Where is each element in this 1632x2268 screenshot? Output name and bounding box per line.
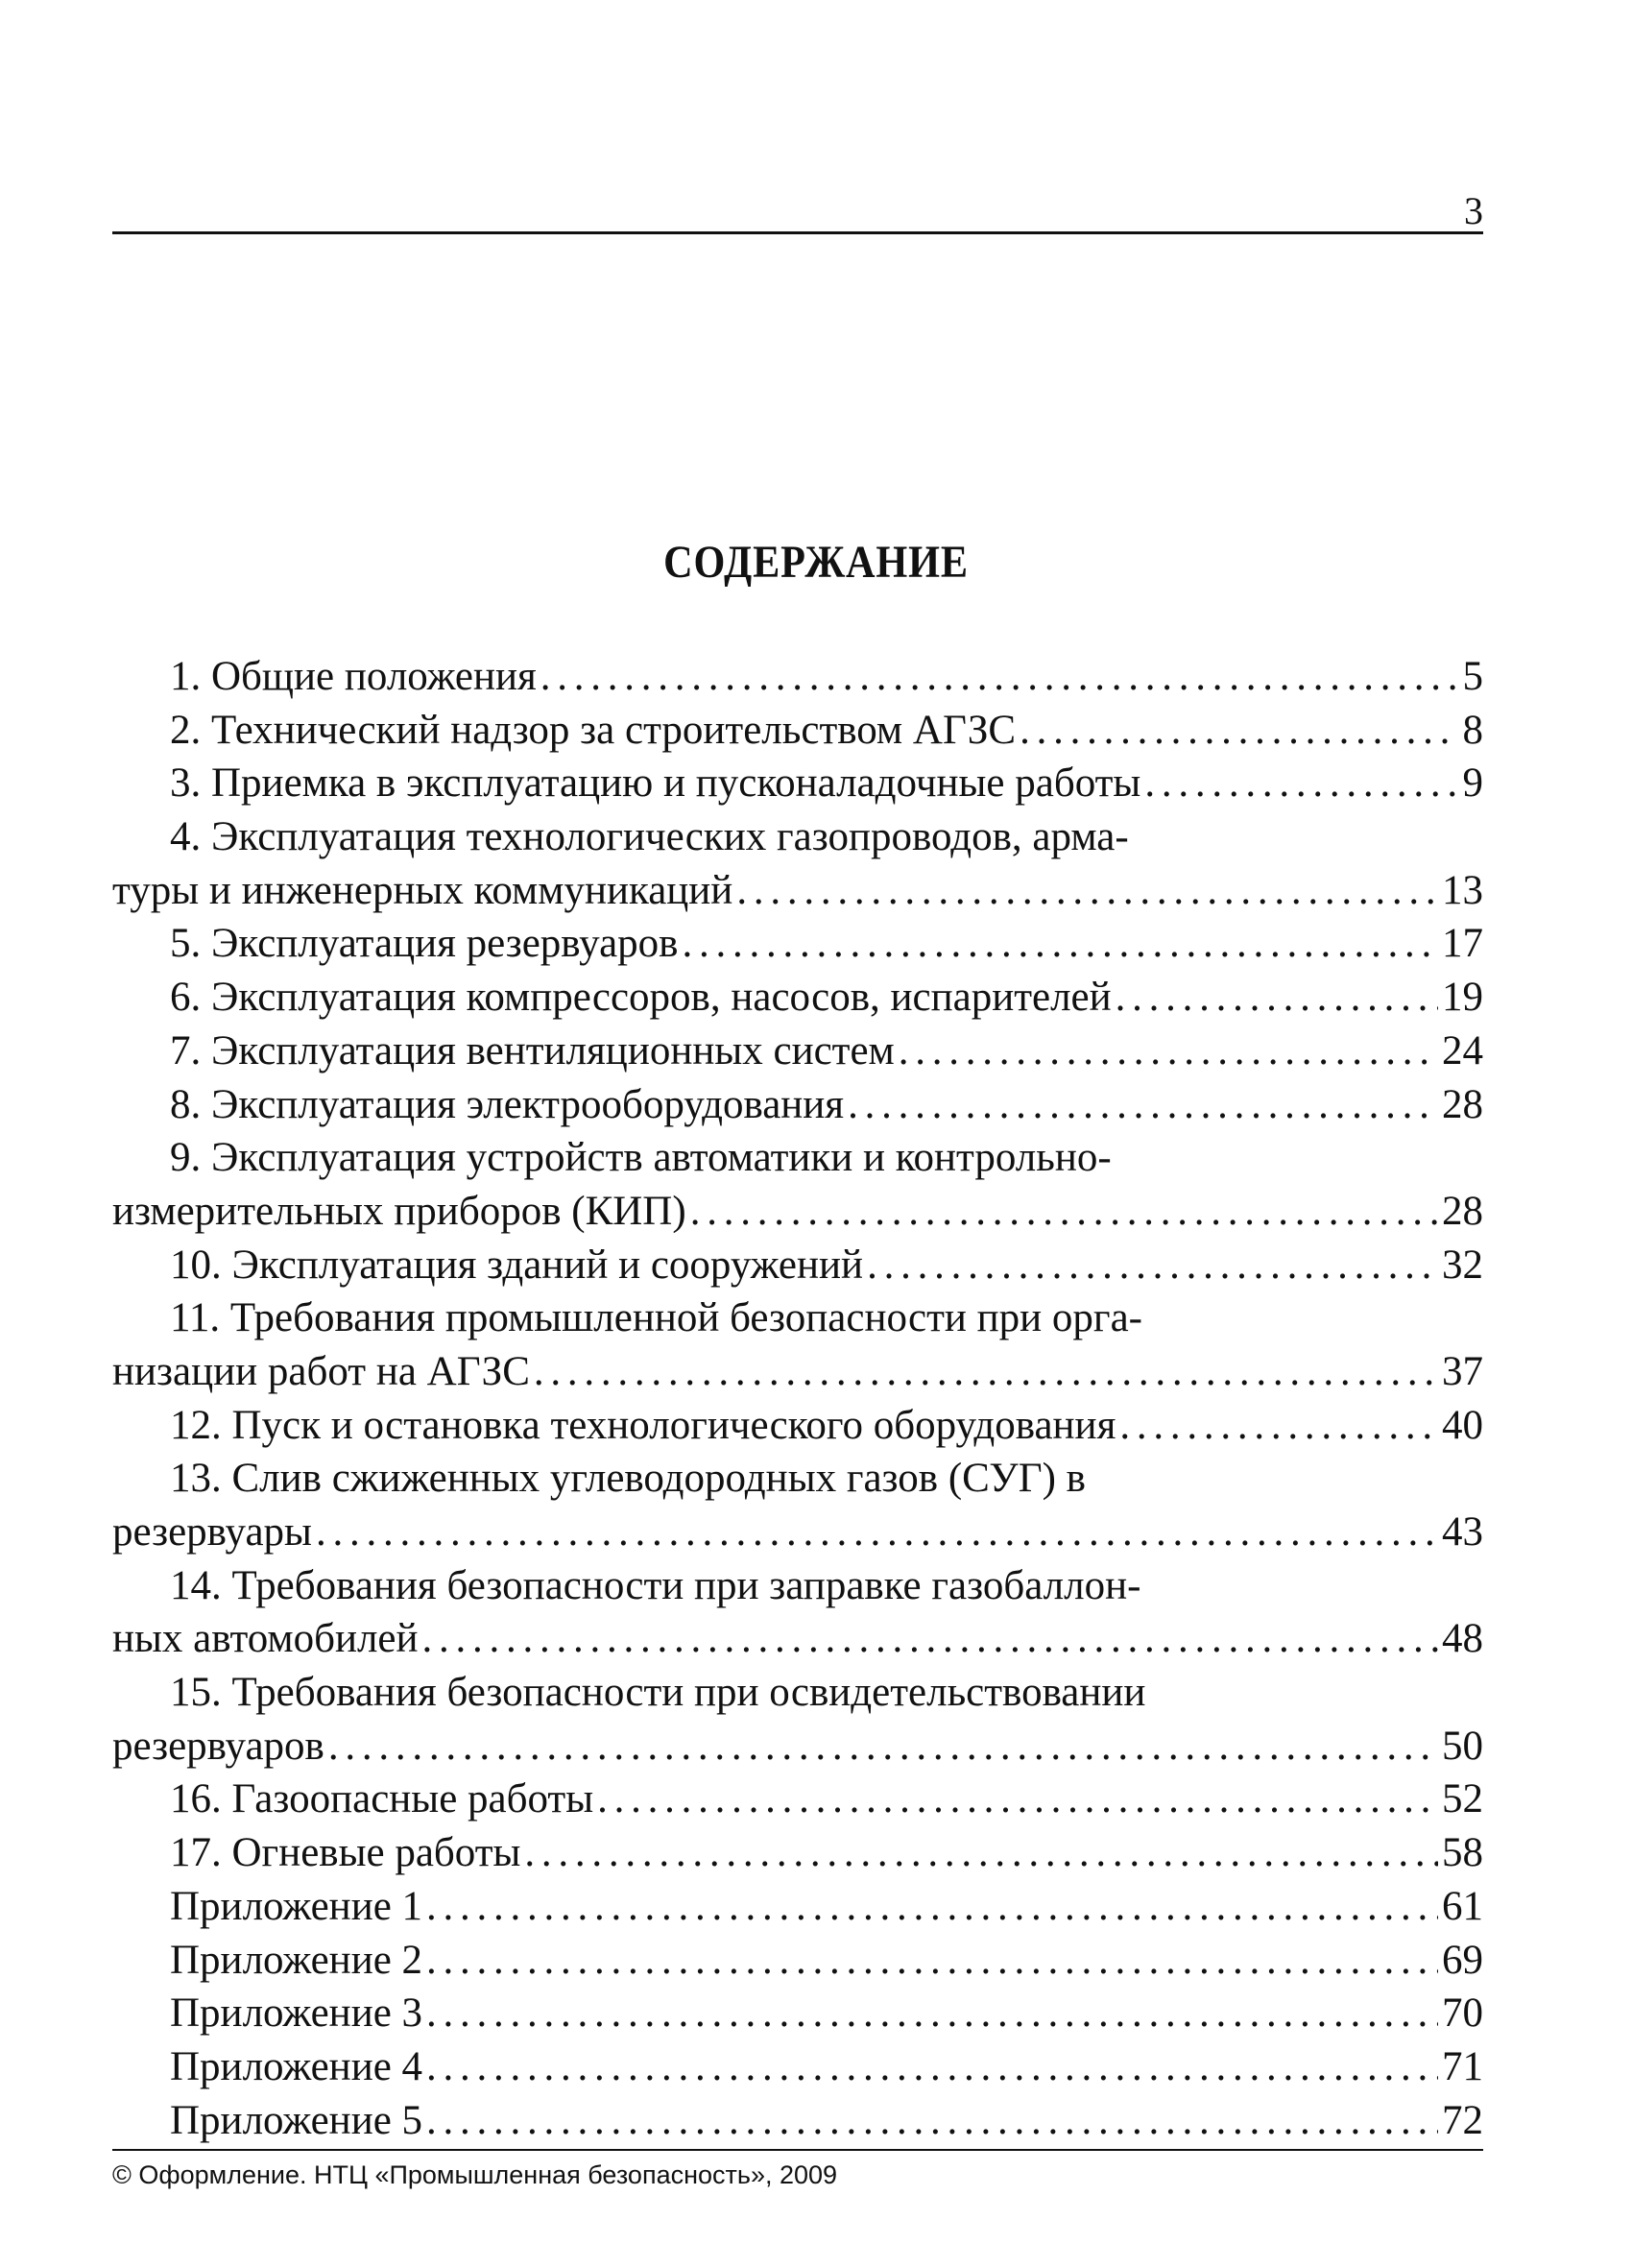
toc-entry-page: 72 bbox=[1442, 2097, 1483, 2143]
toc-entry-title: 3. Приемка в эксплуатацию и пусконаладочные работы bbox=[170, 760, 1141, 807]
toc-entry[interactable] bbox=[112, 920, 1483, 974]
toc-entry-page: 24 bbox=[1442, 1027, 1483, 1074]
toc-entry-title: резервуаров bbox=[112, 1723, 324, 1769]
toc-entry[interactable] bbox=[112, 653, 1483, 707]
toc-entry-title: 13. Слив сжиженных углеводородных газов (СУГ) в bbox=[170, 1456, 1086, 1502]
toc-entry-page: 13 bbox=[1442, 867, 1483, 913]
toc-entry[interactable] bbox=[112, 707, 1483, 760]
toc-entry-page: 8 bbox=[1462, 707, 1483, 753]
toc-entry-page: 52 bbox=[1442, 1776, 1483, 1822]
toc-leader-dots bbox=[426, 1937, 1438, 1984]
toc-entry-title: Приложение 5 bbox=[170, 2097, 423, 2143]
toc-entry-title: туры и инженерных коммуникаций bbox=[112, 867, 733, 913]
toc-entry-title: 7. Эксплуатация вентиляционных систем bbox=[170, 1027, 895, 1074]
toc-entry-page: 32 bbox=[1442, 1242, 1483, 1288]
toc-entry[interactable] bbox=[112, 1723, 1483, 1776]
toc-entry-title: 6. Эксплуатация компрессоров, насосов, испарителей bbox=[170, 975, 1112, 1021]
toc-entry-page: 48 bbox=[1442, 1616, 1483, 1662]
toc-entry-title: 1. Общие положения bbox=[170, 654, 537, 699]
toc-leader-dots bbox=[848, 1081, 1438, 1128]
toc-entry[interactable] bbox=[112, 1562, 1483, 1616]
toc-entry[interactable] bbox=[112, 1294, 1483, 1348]
toc-entry-title: 9. Эксплуатация устройств автоматики и контрольно- bbox=[170, 1135, 1112, 1181]
toc-entry[interactable] bbox=[112, 1990, 1483, 2043]
toc-entry[interactable] bbox=[112, 1455, 1483, 1508]
toc-leader-dots bbox=[597, 1775, 1438, 1822]
toc-entry[interactable] bbox=[112, 1615, 1483, 1669]
toc-entry-page: 9 bbox=[1462, 760, 1483, 807]
toc-leader-dots bbox=[328, 1723, 1438, 1770]
toc-entry-title: 2. Технический надзор за строительством АГЗС bbox=[170, 707, 1017, 753]
toc-entry[interactable] bbox=[112, 867, 1483, 921]
header-rule bbox=[112, 231, 1483, 234]
copyright-footer: © Оформление. НТЦ «Промышленная безопасность», 2009 bbox=[112, 2160, 838, 2189]
toc-leader-dots bbox=[534, 1348, 1438, 1395]
toc-entry[interactable] bbox=[112, 1027, 1483, 1081]
toc-entry-title: Приложение 1 bbox=[170, 1883, 423, 1929]
toc-entry[interactable] bbox=[112, 1829, 1483, 1883]
page-number: 3 bbox=[1464, 189, 1483, 232]
toc-entry-page: 19 bbox=[1442, 975, 1483, 1021]
toc-entry[interactable] bbox=[112, 1937, 1483, 1991]
toc-leader-dots bbox=[867, 1242, 1438, 1289]
toc-leader-dots bbox=[422, 1615, 1438, 1662]
toc-entry-page: 17 bbox=[1442, 921, 1483, 967]
toc-entry[interactable] bbox=[112, 1081, 1483, 1135]
toc-entry-page: 50 bbox=[1442, 1723, 1483, 1769]
toc-entry-title: резервуары bbox=[112, 1509, 312, 1555]
toc-leader-dots bbox=[540, 653, 1459, 700]
toc-entry[interactable] bbox=[112, 1188, 1483, 1242]
toc-leader-dots bbox=[426, 2097, 1438, 2144]
toc-entry[interactable] bbox=[112, 2097, 1483, 2151]
toc-leader-dots bbox=[524, 1829, 1438, 1876]
toc-leader-dots bbox=[899, 1027, 1438, 1074]
toc-entry-title: 11. Требования промышленной безопасности при орга- bbox=[170, 1295, 1142, 1341]
toc-leader-dots bbox=[426, 1883, 1438, 1930]
toc-entry-title: 4. Эксплуатация технологических газопроводов, арма- bbox=[170, 814, 1129, 860]
toc-entry[interactable] bbox=[112, 1134, 1483, 1188]
toc-leader-dots bbox=[426, 1990, 1438, 2037]
toc-entry-page: 40 bbox=[1442, 1402, 1483, 1448]
toc-entry[interactable] bbox=[112, 2043, 1483, 2097]
toc-leader-dots bbox=[682, 920, 1438, 967]
toc-entry-page: 37 bbox=[1442, 1348, 1483, 1394]
toc-entry-title: измерительных приборов (КИП) bbox=[112, 1188, 686, 1234]
toc-entry-title: низации работ на АГЗС bbox=[112, 1348, 530, 1394]
toc-entry-title: 17. Огневые работы bbox=[170, 1830, 521, 1876]
toc-entry-page: 43 bbox=[1442, 1509, 1483, 1555]
toc-entry-page: 70 bbox=[1442, 1991, 1483, 2037]
toc-leader-dots bbox=[426, 2043, 1438, 2090]
toc-entry[interactable] bbox=[112, 1775, 1483, 1829]
toc-leader-dots bbox=[736, 867, 1438, 914]
toc-entry[interactable] bbox=[112, 1348, 1483, 1402]
toc-entry[interactable] bbox=[112, 1508, 1483, 1562]
footer-rule bbox=[112, 2149, 1483, 2151]
toc-leader-dots bbox=[316, 1508, 1438, 1556]
toc-entry-page: 71 bbox=[1442, 2043, 1483, 2089]
toc-entry-page: 61 bbox=[1442, 1883, 1483, 1929]
toc-entry[interactable] bbox=[112, 760, 1483, 813]
toc-entry-title: 12. Пуск и остановка технологического оборудования bbox=[170, 1402, 1116, 1448]
toc-entry-page: 28 bbox=[1442, 1081, 1483, 1127]
toc-entry-title: Приложение 4 bbox=[170, 2043, 423, 2089]
toc-entry[interactable] bbox=[112, 1669, 1483, 1723]
toc-entry-title: 16. Газоопасные работы bbox=[170, 1776, 594, 1822]
toc-entry-page: 58 bbox=[1442, 1830, 1483, 1876]
toc-entry-title: 8. Эксплуатация электрооборудования bbox=[170, 1081, 845, 1127]
toc-entry-page: 69 bbox=[1442, 1937, 1483, 1983]
toc-entry[interactable] bbox=[112, 813, 1483, 867]
toc-entry[interactable] bbox=[112, 1402, 1483, 1456]
toc-entry-title: 15. Требования безопасности при освидетельствовании bbox=[170, 1670, 1146, 1716]
toc-entry-title: Приложение 2 bbox=[170, 1937, 423, 1983]
toc-entry[interactable] bbox=[112, 1883, 1483, 1937]
toc-leader-dots bbox=[1020, 707, 1458, 754]
toc-title: СОДЕРЖАНИЕ bbox=[663, 537, 969, 588]
toc-leader-dots bbox=[1119, 1402, 1438, 1449]
toc-entry-title: 10. Эксплуатация зданий и сооружений bbox=[170, 1242, 864, 1288]
table-of-contents bbox=[112, 653, 1483, 2150]
toc-entry[interactable] bbox=[112, 974, 1483, 1027]
toc-entry-title: Приложение 3 bbox=[170, 1991, 423, 2037]
toc-entry-page: 5 bbox=[1462, 654, 1483, 699]
toc-entry-page: 28 bbox=[1442, 1188, 1483, 1234]
toc-entry[interactable] bbox=[112, 1242, 1483, 1295]
toc-leader-dots bbox=[1144, 760, 1458, 807]
toc-entry-title: 5. Эксплуатация резервуаров bbox=[170, 921, 679, 967]
toc-entry-title: 14. Требования безопасности при заправке газобаллон- bbox=[170, 1562, 1141, 1608]
toc-leader-dots bbox=[1116, 974, 1438, 1021]
toc-leader-dots bbox=[690, 1188, 1438, 1235]
toc-entry-title: ных автомобилей bbox=[112, 1616, 419, 1662]
